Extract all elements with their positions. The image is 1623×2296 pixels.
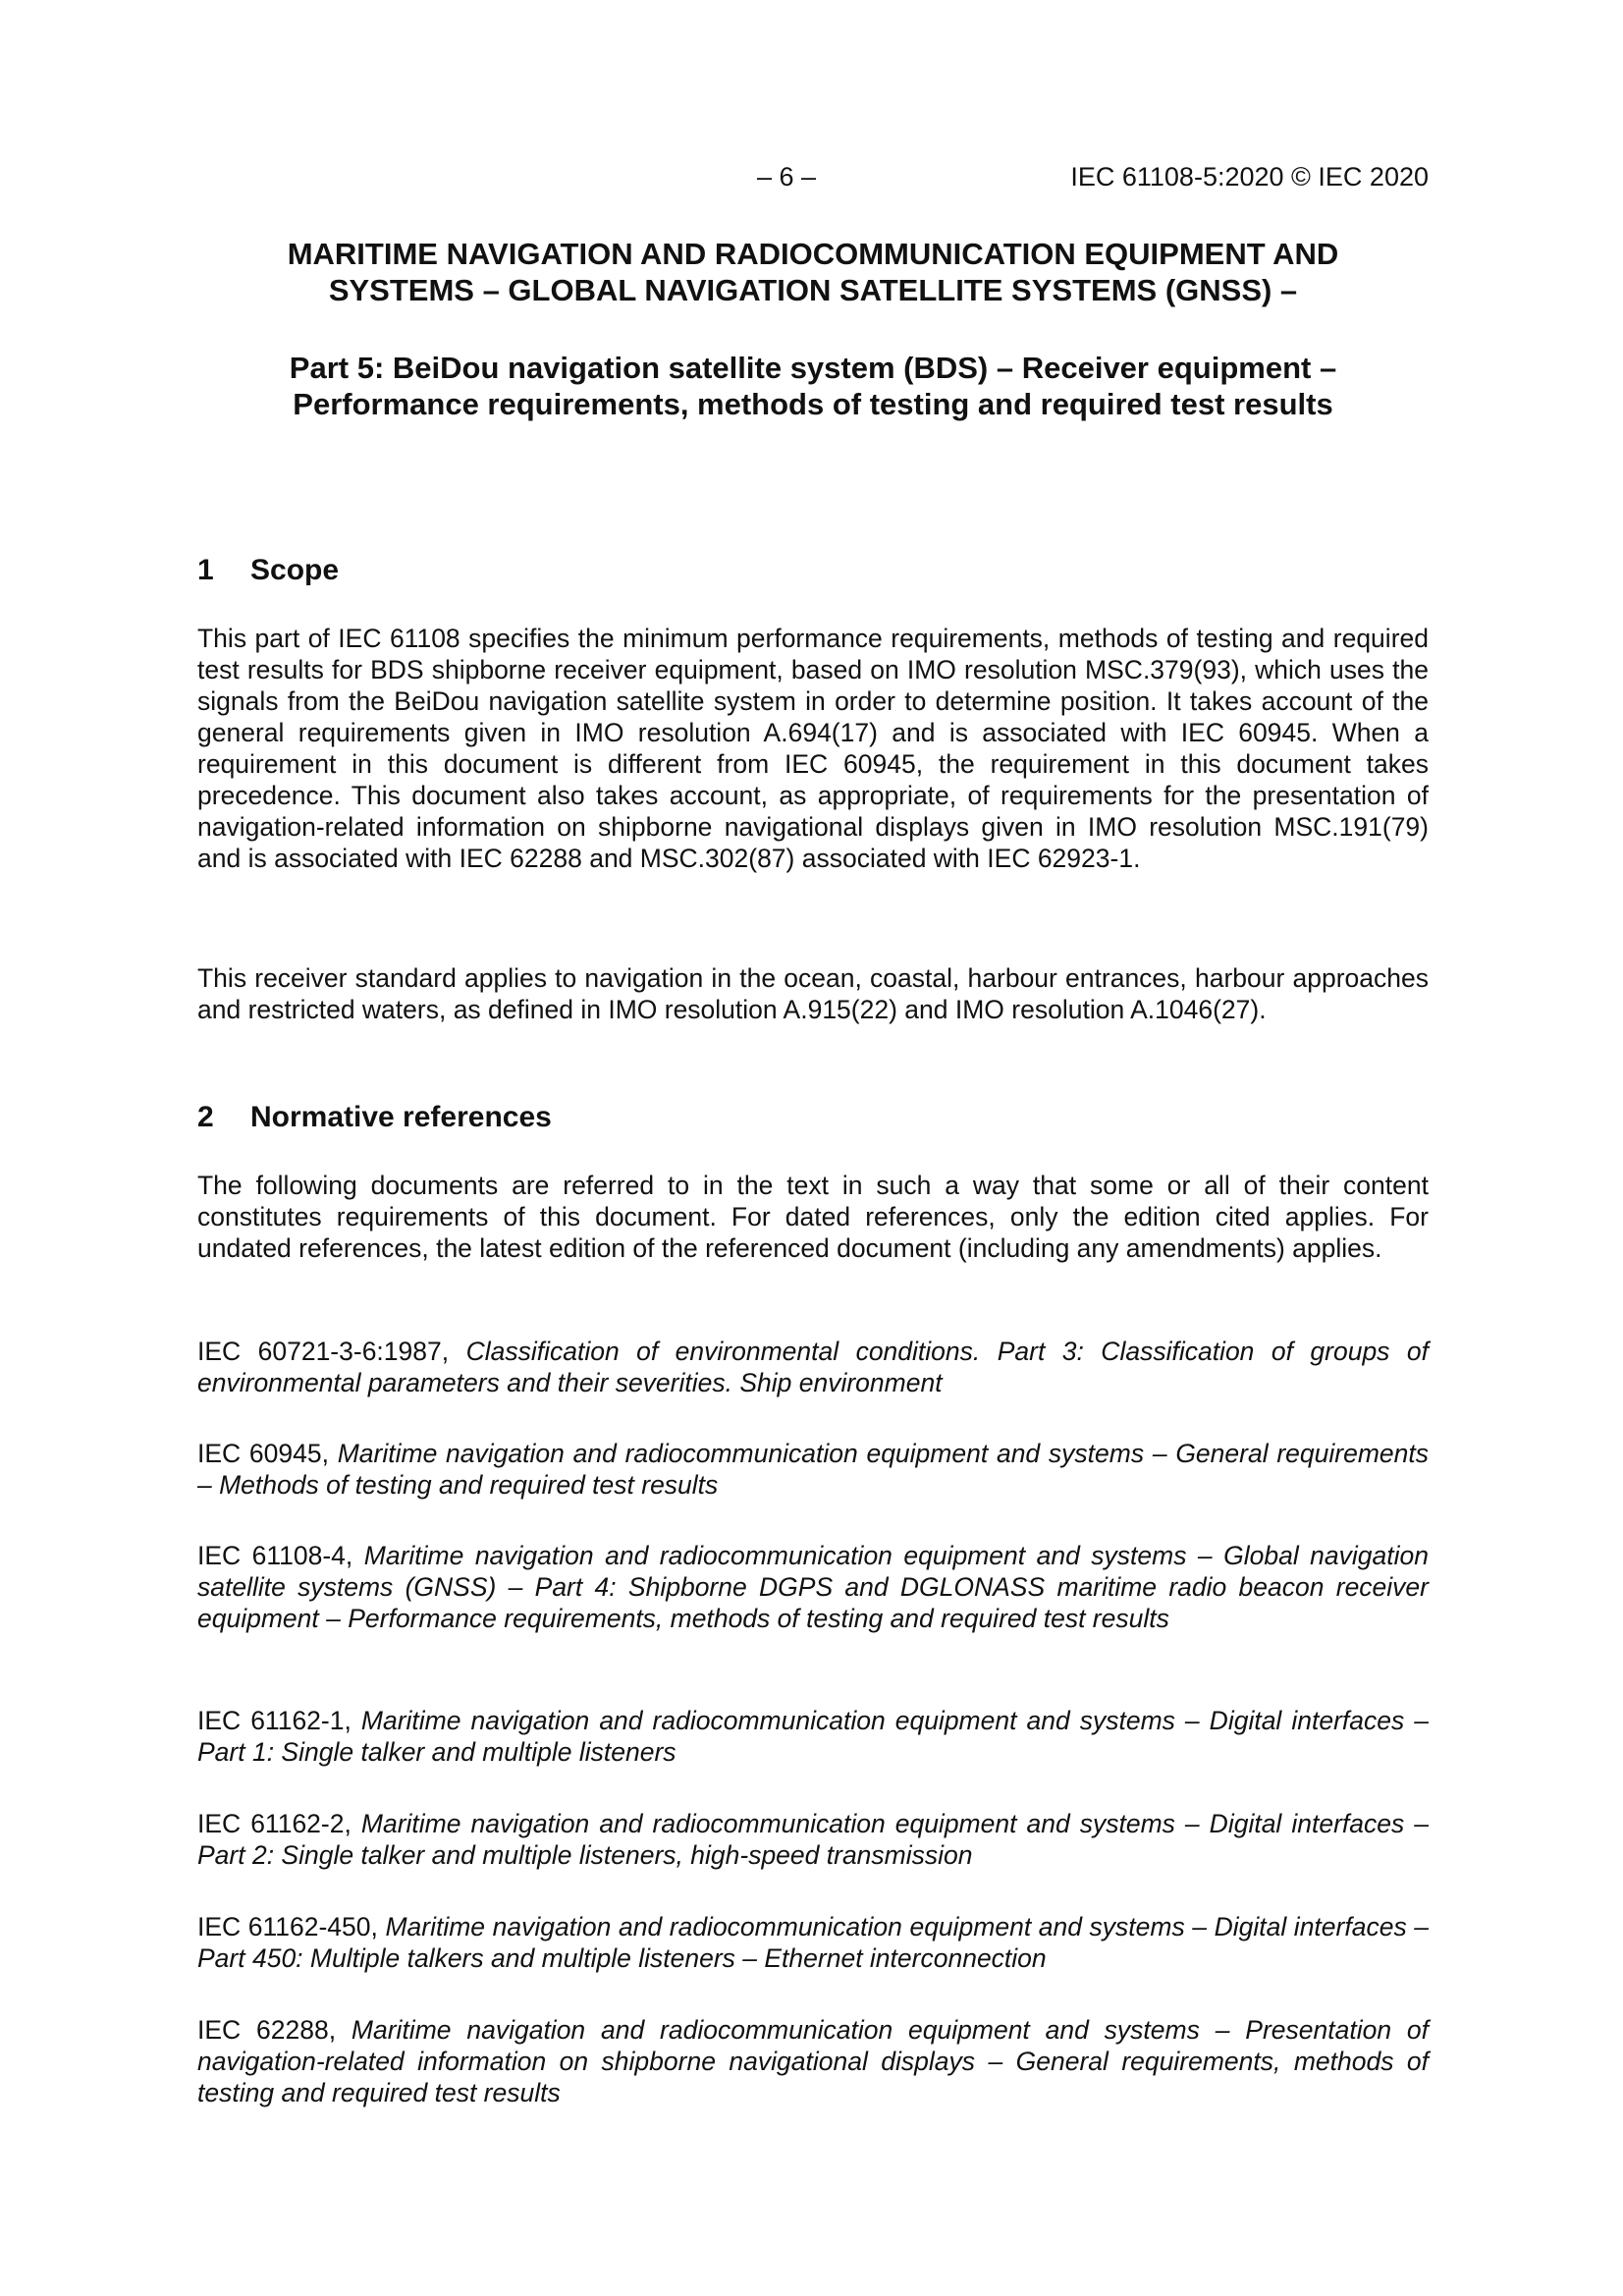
part-title-line-1: Part 5: BeiDou navigation satellite system (BDS) – Receiver equipment – — [289, 351, 1337, 385]
reference-entry — [197, 2014, 1429, 2108]
reference-id: IEC 60945, — [197, 1439, 338, 1468]
document-page — [197, 0, 1429, 2296]
reference-id: IEC 61108-4, — [197, 1541, 364, 1570]
reference-title: Maritime navigation and radiocommunication equipment and systems – Presentation of navigation-related information on shipborne navigational displays – General requirements, methods of testing and required test results — [197, 2015, 1430, 2107]
document-title — [197, 236, 1429, 308]
scope-paragraph-1: This part of IEC 61108 specifies the minimum performance requirements, methods of testing and required test results for BDS shipborne receiver equipment, based on IMO resolution MSC.379(93), which uses the signals from the BeiDou navigation satellite system in order to determine position. It takes account of the general requirements given in IMO resolution A.694(17) and is associated with IEC 60945. When a requirement in this document is different from IEC 60945, the requirement in this document takes precedence. This document also takes account, as appropriate, of requirements for the presentation of navigation-related information on shipborne navigational displays given in IMO resolution MSC.191(79) and is associated with IEC 62288 and MSC.302(87) associated with IEC 62923-1. — [197, 624, 1429, 873]
reference-title: Maritime navigation and radiocommunication equipment and systems – Digital interfaces – Part 2: Single talker and multiple listeners, high-speed transmission — [197, 1809, 1429, 1870]
reference-entry — [197, 1705, 1429, 1768]
reference-id: IEC 61162-2, — [197, 1809, 361, 1838]
reference-id: IEC 60721-3-6:1987, — [197, 1337, 466, 1366]
section-title: Normative references — [250, 1101, 552, 1133]
reference-id: IEC 62288, — [197, 2015, 352, 2045]
section-title: Scope — [250, 554, 340, 586]
page-header — [197, 157, 1429, 196]
reference-id: IEC 61162-450, — [197, 1912, 386, 1941]
reference-title: Maritime navigation and radiocommunication equipment and systems – Global navigation satellite systems (GNSS) – Part 4: Shipborne DGPS and DGLONASS maritime radio beacon receiver equipment – Performance requirements, methods of testing and required test results — [197, 1541, 1429, 1633]
document-id: IEC 61108-5:2020 © IEC 2020 — [1070, 162, 1429, 191]
section-number: 1 — [197, 554, 214, 586]
section-number: 2 — [197, 1101, 214, 1133]
reference-title: Classification of environmental conditions. Part 3: Classification of groups of environmental parameters and their severities. Ship environment — [197, 1337, 1429, 1397]
title-line-1: MARITIME NAVIGATION AND RADIOCOMMUNICATION EQUIPMENT AND — [287, 237, 1339, 271]
reference-entry — [197, 1808, 1429, 1871]
scope-paragraph-2: This receiver standard applies to navigation in the ocean, coastal, harbour entrances, harbour approaches and restricted waters, as defined in IMO resolution A.915(22) and IMO resolution A.1046(27). — [197, 963, 1429, 1024]
normative-references-intro: The following documents are referred to in the text in such a way that some or all of their content constitutes requirements of this document. For dated references, only the edition cited applies. For undated references, the latest edition of the referenced document (including any amendments) applies. — [197, 1171, 1429, 1263]
part-title-line-2: Performance requirements, methods of testing and required test results — [293, 387, 1333, 421]
reference-entry — [197, 1336, 1429, 1398]
page-number: – 6 – — [756, 162, 817, 191]
reference-title: Maritime navigation and radiocommunication equipment and systems – Digital interfaces – Part 1: Single talker and multiple listeners — [197, 1706, 1429, 1767]
part-title — [197, 350, 1429, 422]
title-line-2: SYSTEMS – GLOBAL NAVIGATION SATELLITE SYSTEMS (GNSS) – — [328, 273, 1298, 307]
reference-title: Maritime navigation and radiocommunication equipment and systems – General requirements – Methods of testing and required test results — [197, 1439, 1429, 1500]
reference-entry — [197, 1438, 1429, 1501]
section-heading-normative-references — [197, 1098, 552, 1137]
reference-entry — [197, 1911, 1429, 1974]
reference-id: IEC 61162-1, — [197, 1706, 361, 1735]
reference-entry — [197, 1540, 1429, 1634]
reference-title: Maritime navigation and radiocommunication equipment and systems – Digital interfaces – Part 450: Multiple talkers and multiple listeners – Ethernet interconnection — [197, 1912, 1429, 1973]
section-heading-scope — [197, 551, 339, 590]
